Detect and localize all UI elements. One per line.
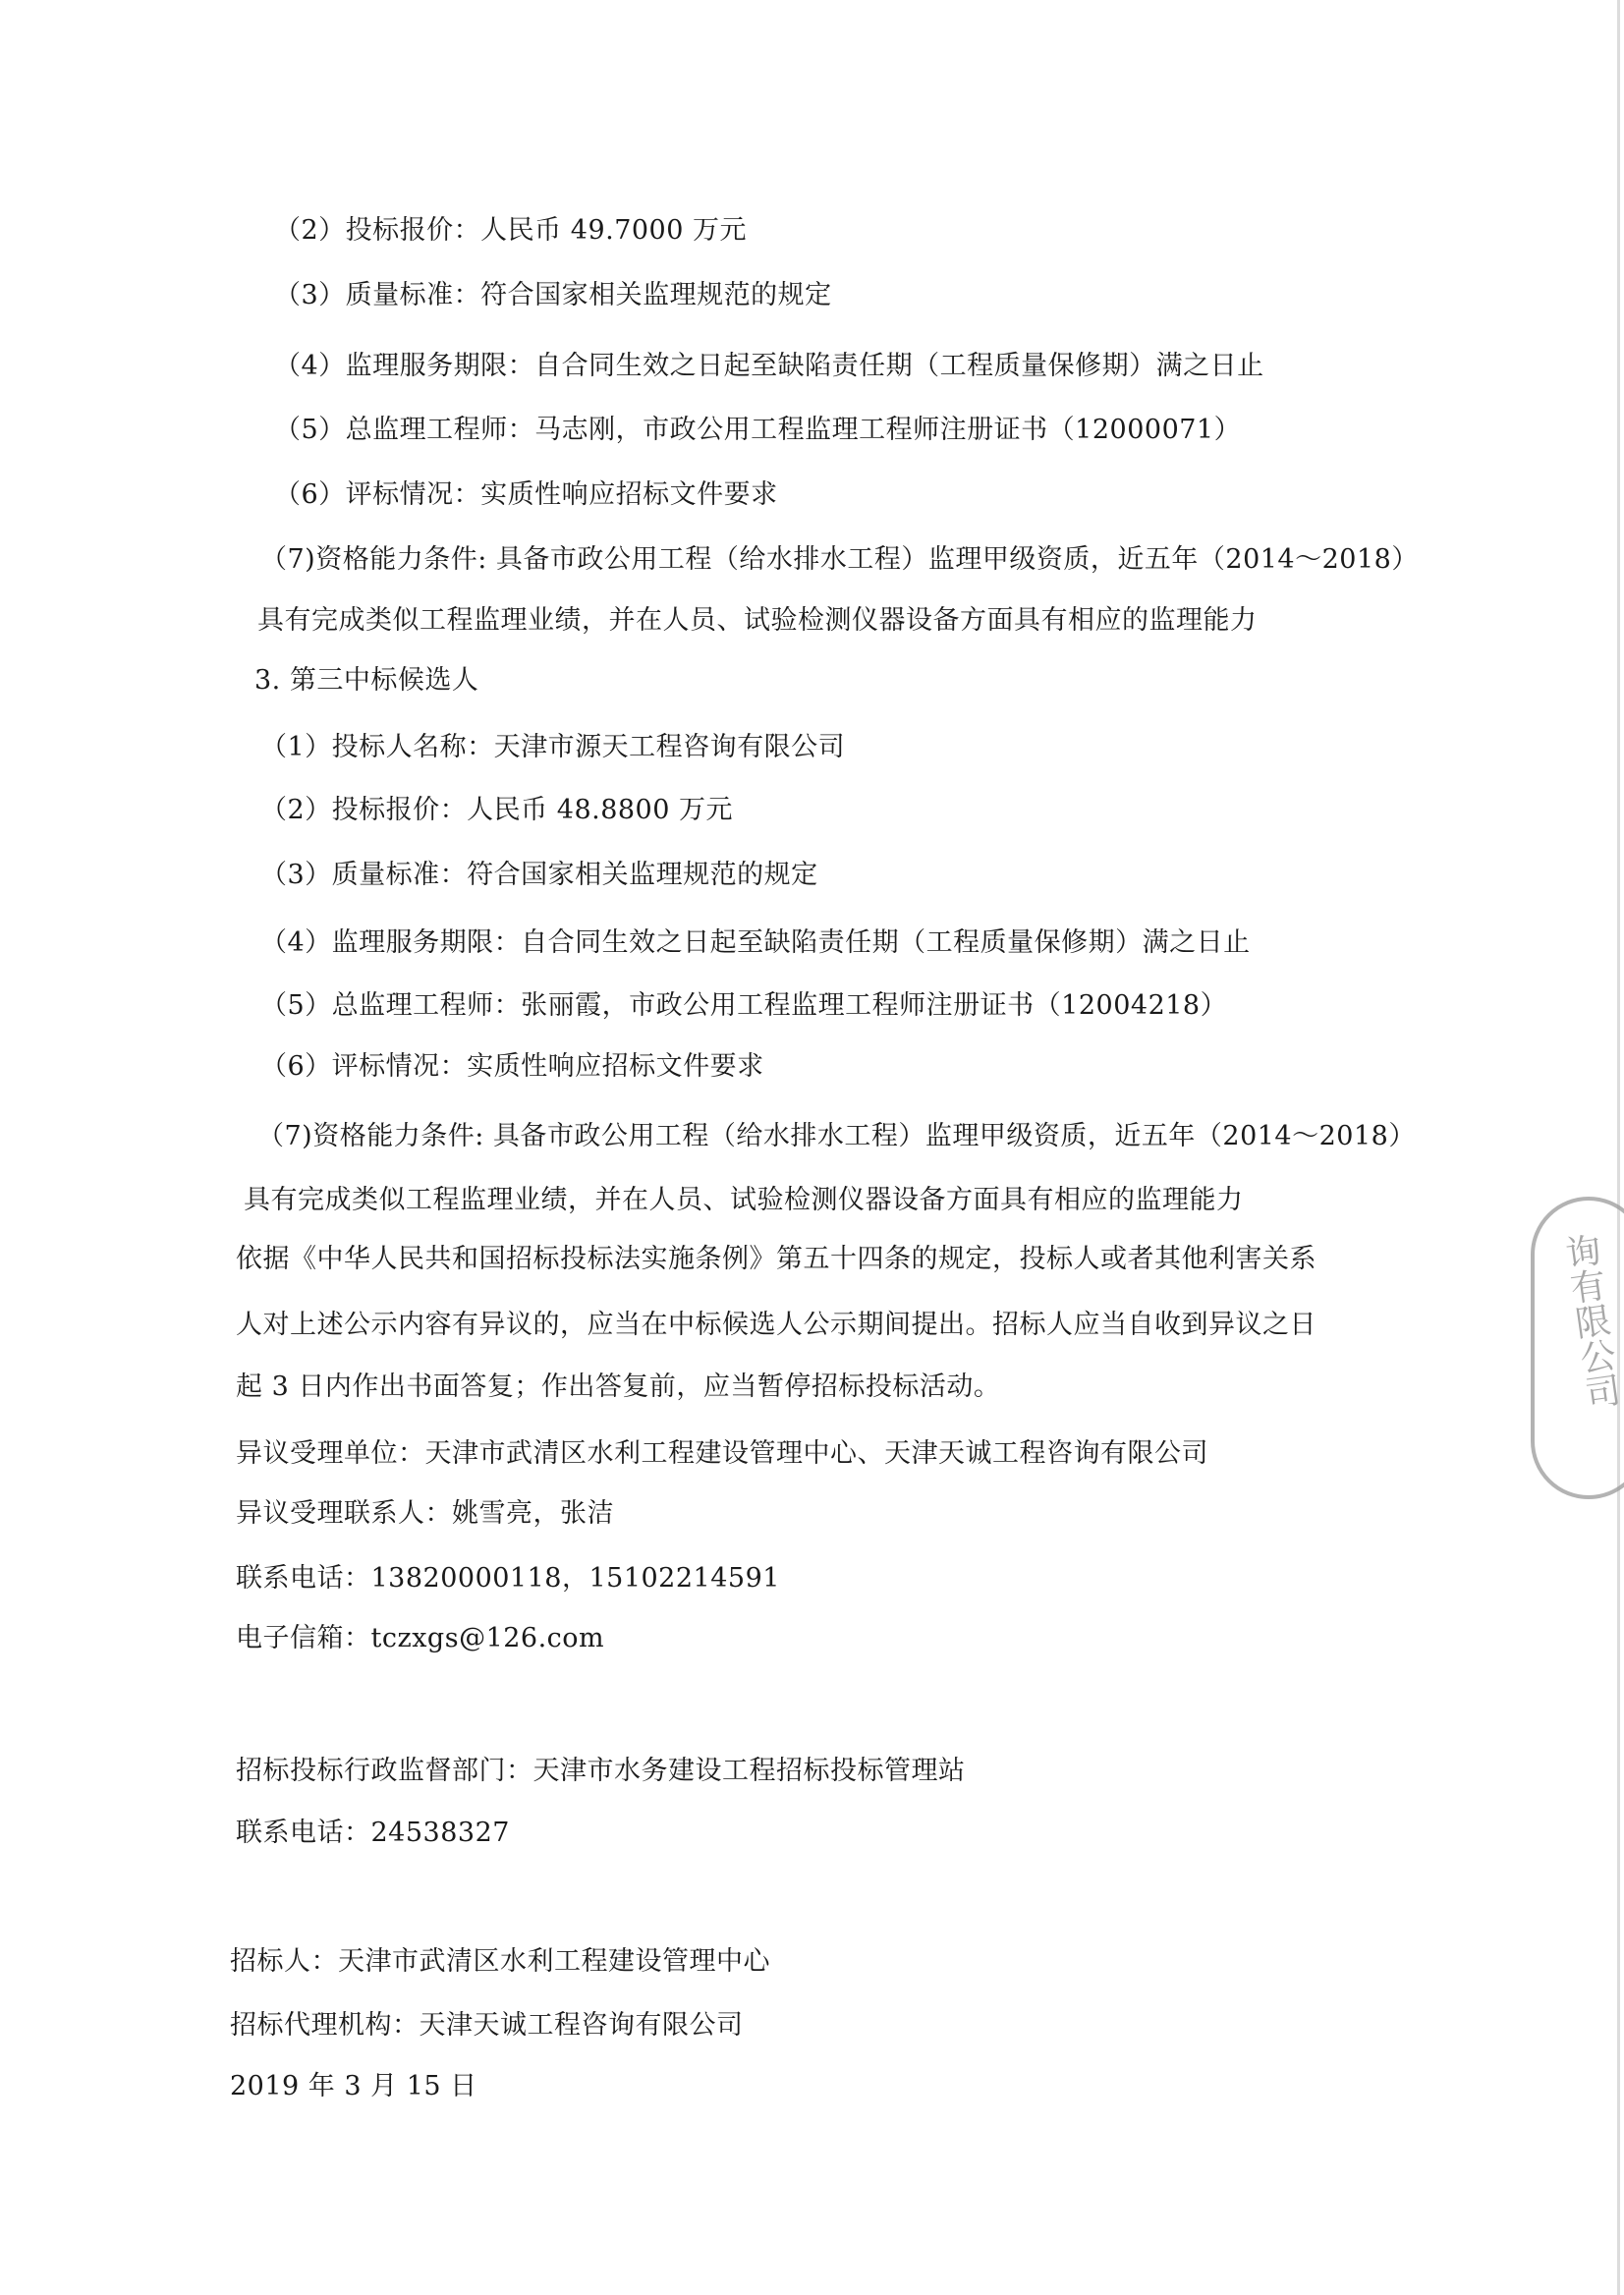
third-candidate-evaluation: （6）评标情况：实质性响应招标文件要求 — [260, 1051, 764, 1082]
objection-basis-line3: 起 3 日内作出书面答复；作出答复前，应当暂停招标投标活动。 — [236, 1371, 1001, 1402]
third-candidate-qualification-line2: 具有完成类似工程监理业绩，并在人员、试验检测仪器设备方面具有相应的监理能力 — [244, 1185, 1244, 1215]
second-candidate-bid-price: （2）投标报价：人民币 49.7000 万元 — [274, 215, 747, 246]
second-candidate-quality: （3）质量标准：符合国家相关监理规范的规定 — [274, 280, 832, 310]
tenderer: 招标人：天津市武清区水利工程建设管理中心 — [230, 1946, 770, 1977]
third-candidate-quality: （3）质量标准：符合国家相关监理规范的规定 — [260, 860, 818, 890]
supervision-department: 招标投标行政监督部门：天津市水务建设工程招标投标管理站 — [236, 1756, 966, 1786]
third-candidate-name: （1）投标人名称：天津市源天工程咨询有限公司 — [260, 732, 846, 762]
objection-basis-line2: 人对上述公示内容有异议的，应当在中标候选人公示期间提出。招标人应当自收到异议之日 — [236, 1310, 1316, 1340]
tender-agency: 招标代理机构：天津天诚工程咨询有限公司 — [230, 2010, 744, 2041]
company-seal-stamp — [1531, 1197, 1624, 1499]
objection-units: 异议受理单位：天津市武清区水利工程建设管理中心、天津天诚工程咨询有限公司 — [236, 1438, 1208, 1469]
second-candidate-service-period: （4）监理服务期限：自合同生效之日起至缺陷责任期（工程质量保修期）满之日止 — [274, 351, 1264, 381]
objection-contacts: 异议受理联系人：姚雪亮，张洁 — [236, 1498, 614, 1529]
second-candidate-qualification-line2: 具有完成类似工程监理业绩，并在人员、试验检测仪器设备方面具有相应的监理能力 — [257, 605, 1258, 636]
objection-email: 电子信箱：tczxgs@126.com — [236, 1623, 605, 1653]
supervision-phone: 联系电话：24538327 — [236, 1818, 510, 1848]
third-candidate-heading: 3. 第三中标候选人 — [254, 665, 479, 696]
objection-basis-line1: 依据《中华人民共和国招标投标法实施条例》第五十四条的规定，投标人或者其他利害关系 — [236, 1244, 1316, 1274]
third-candidate-chief-engineer: （5）总监理工程师：张丽霞，市政公用工程监理工程师注册证书（12004218） — [260, 990, 1228, 1021]
seal-text: 询有限公司 — [1557, 1230, 1623, 1412]
third-candidate-service-period: （4）监理服务期限：自合同生效之日起至缺陷责任期（工程质量保修期）满之日止 — [260, 927, 1251, 958]
scan-edge-shadow — [1617, 0, 1620, 2295]
document-date: 2019 年 3 月 15 日 — [230, 2071, 477, 2101]
objection-phone: 联系电话：13820000118，15102214591 — [236, 1563, 780, 1594]
second-candidate-qualification-line1: （7)资格能力条件: 具备市政公用工程（给水排水工程）监理甲级资质，近五年（2014～2018） — [260, 544, 1419, 575]
third-candidate-bid-price: （2）投标报价：人民币 48.8800 万元 — [260, 795, 733, 825]
second-candidate-chief-engineer: （5）总监理工程师：马志刚，市政公用工程监理工程师注册证书（12000071） — [274, 415, 1242, 445]
second-candidate-evaluation: （6）评标情况：实质性响应招标文件要求 — [274, 479, 778, 510]
third-candidate-qualification-line1: （7)资格能力条件: 具备市政公用工程（给水排水工程）监理甲级资质，近五年（2014～2018） — [257, 1121, 1416, 1151]
